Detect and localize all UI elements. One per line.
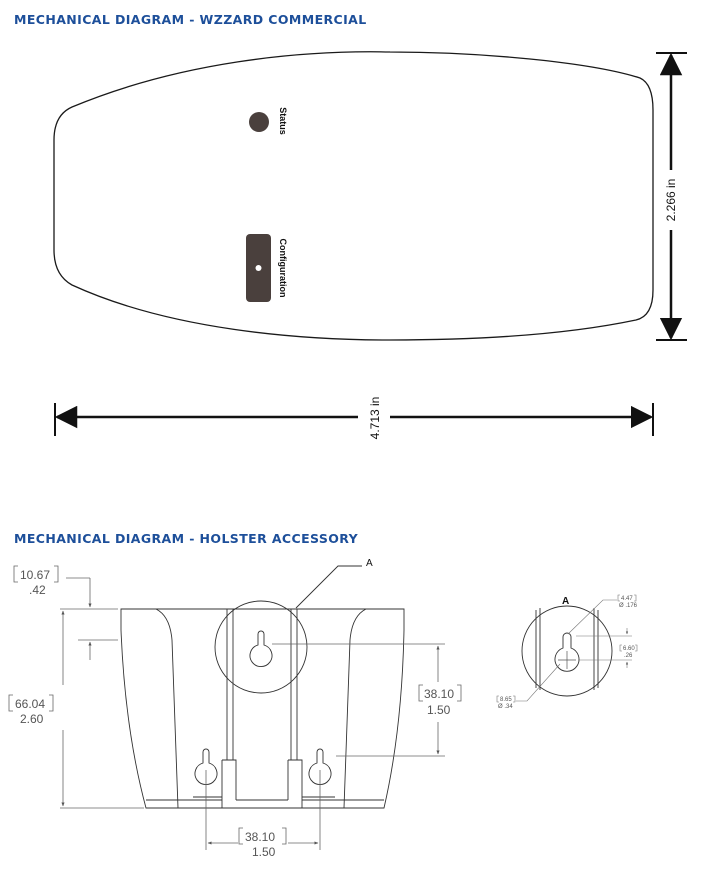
- holster-front-view: [121, 566, 404, 808]
- dimension-height: [656, 53, 687, 340]
- slot-width-mm: 4.47: [621, 596, 633, 602]
- hole-dia-mm: 8.65: [500, 697, 512, 703]
- holster-outline: [121, 609, 404, 808]
- keyhole-vertical-in: 1.50: [427, 703, 451, 717]
- holster-dimensions-left: [9, 566, 144, 808]
- height-mm: 66.04: [15, 697, 46, 711]
- status-label: Status: [278, 107, 288, 135]
- detail-callout-label: A: [366, 558, 373, 569]
- section-title-holster: MECHANICAL DIAGRAM - HOLSTER ACCESSORY: [14, 531, 359, 546]
- config-button-dot-icon: [256, 265, 262, 271]
- height-dim-label: 2.266 in: [664, 178, 678, 222]
- top-offset-mm: 10.67: [20, 568, 51, 582]
- keyhole-vertical-mm: 38.10: [424, 687, 455, 701]
- status-led-icon: [249, 112, 269, 132]
- device-top-view: [54, 52, 653, 340]
- hole-dia-in: Ø .34: [498, 704, 513, 710]
- keyhole-spacing-mm: 38.10: [245, 830, 276, 844]
- slot-depth-mm: 6.60: [623, 646, 635, 652]
- detail-a-view: [522, 606, 612, 696]
- keyhole-spacing-in: 1.50: [252, 845, 276, 859]
- height-in: 2.60: [20, 712, 44, 726]
- dimension-width: [55, 397, 653, 440]
- width-dim-label: 4.713 in: [368, 396, 382, 440]
- slot-depth-in: .26: [624, 653, 633, 659]
- section-title-commercial: MECHANICAL DIAGRAM - WZZARD COMMERCIAL: [14, 12, 367, 27]
- top-offset-in: .42: [29, 583, 46, 597]
- config-label: Configuration: [278, 238, 288, 298]
- slot-width-in: Ø .176: [619, 603, 638, 609]
- detail-a-label: A: [562, 596, 570, 607]
- device-outline: [54, 52, 653, 340]
